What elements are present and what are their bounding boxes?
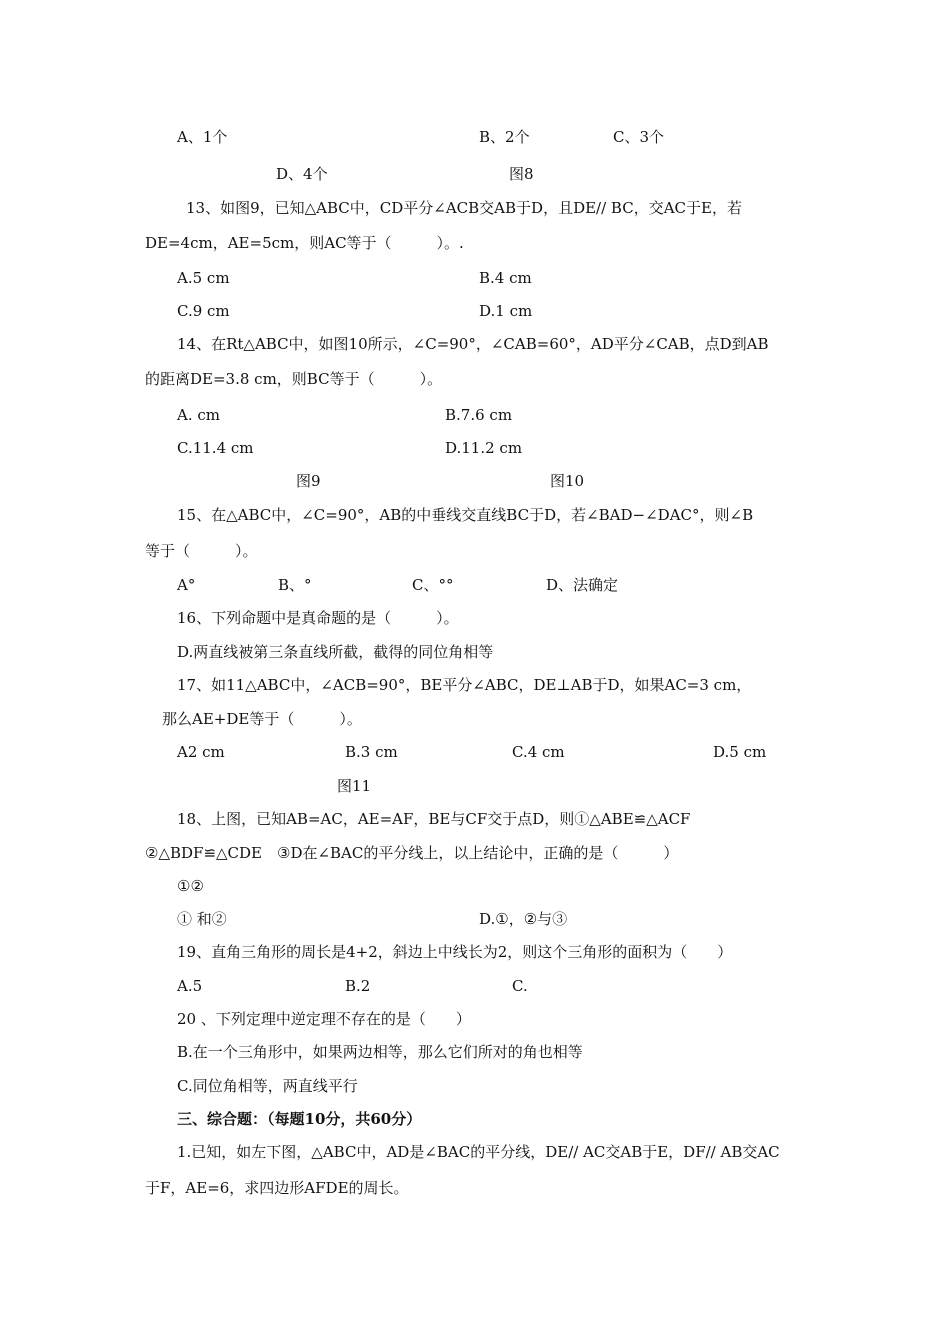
option-c-q20: C.同位角相等，两直线平行 <box>177 1077 358 1095</box>
option-d-q18: D.①，②与③ <box>479 910 568 928</box>
option-b-q12: B、2个 <box>479 128 530 146</box>
option-d-q14: D.11.2 cm <box>445 439 523 457</box>
question-15-line-1: 15、在△ABC中，∠C=90°，AB的中垂线交直线BC于D，若∠BAD−∠DAC°，则∠B <box>177 506 754 524</box>
question-19: 19、直角三角形的周长是4+2，斜边上中线长为2，则这个三角形的面积为（ ） <box>177 943 733 961</box>
option-b-q15: B、° <box>278 576 312 594</box>
question-16: 16、下列命题中是真命题的是（ ）。 <box>177 609 459 627</box>
figure-label-11: 图11 <box>337 777 372 795</box>
option-d-q17: D.5 cm <box>713 743 767 761</box>
option-d-q16: D.两直线被第三条直线所截，截得的同位角相等 <box>177 643 494 661</box>
question-17-line-1: 17、如11△ABC中，∠ACB=90°，BE平分∠ABC，DE⊥AB于D，如果AC=3 cm， <box>177 676 752 694</box>
question-18-line-1: 18、上图，已知AB=AC，AE=AF，BE与CF交于点D，则①△ABE≌△ACF <box>177 810 691 828</box>
option-b-q14: B.7.6 cm <box>445 406 513 424</box>
question-13-line-1: 13、如图9，已知△ABC中，CD平分∠ACB交AB于D，且DE// BC，交AC于E，若 <box>186 199 742 217</box>
option-d-q15: D、法确定 <box>546 576 619 594</box>
option-c-q13: C.9 cm <box>177 302 230 320</box>
option-d-q13: D.1 cm <box>479 302 533 320</box>
question-20: 20 、下列定理中逆定理不存在的是（ ） <box>177 1010 471 1028</box>
option-a-q12: A、1个 <box>177 128 228 146</box>
option-a-q17: A2 cm <box>177 743 225 761</box>
option-c-q12: C、3个 <box>613 128 665 146</box>
question-14-line-1: 14、在Rt△ABC中，如图10所示，∠C=90°，∠CAB=60°，AD平分∠CAB，点D到AB <box>177 335 769 353</box>
option-c-q17: C.4 cm <box>512 743 565 761</box>
section-heading-comprehensive: 三、综合题：（每题10分，共60分） <box>177 1110 422 1128</box>
problem-1-line-2: 于F，AE=6，求四边形AFDE的周长。 <box>145 1179 409 1197</box>
option-b-q13: B.4 cm <box>479 269 532 287</box>
option-c-q15: C、°° <box>412 576 454 594</box>
option-c-q14: C.11.4 cm <box>177 439 254 457</box>
option-a-q15: A° <box>177 576 196 594</box>
figure-label-8: 图8 <box>509 165 534 183</box>
option-a-q13: A.5 cm <box>177 269 230 287</box>
problem-1-line-1: 1.已知，如左下图，△ABC中，AD是∠BAC的平分线，DE// AC交AB于E，DF// AB交AC <box>177 1143 780 1161</box>
question-13-line-2: DE=4cm，AE=5cm，则AC等于（ ）。. <box>145 234 464 252</box>
option-d-q12: D、4个 <box>276 165 328 183</box>
figure-label-9: 图9 <box>296 472 321 490</box>
option-b-q19: B.2 <box>345 977 371 995</box>
option-q18-circled: ①② <box>177 877 204 895</box>
option-q18-and: ① 和② <box>177 910 227 928</box>
question-18-line-2: ②△BDF≌△CDE ③D在∠BAC的平分线上，以上结论中，正确的是（ ） <box>145 844 679 862</box>
option-b-q20: B.在一个三角形中，如果两边相等，那么它们所对的角也相等 <box>177 1043 583 1061</box>
option-c-q19: C. <box>512 977 528 995</box>
option-a-q14: A. cm <box>177 406 220 424</box>
figure-label-10: 图10 <box>550 472 585 490</box>
question-15-line-2: 等于（ ）。 <box>145 542 258 560</box>
question-14-line-2: 的距离DE=3.8 cm，则BC等于（ ）。 <box>145 370 443 388</box>
question-17-line-2: 那么AE+DE等于（ ）。 <box>162 710 362 728</box>
option-a-q19: A.5 <box>177 977 203 995</box>
option-b-q17: B.3 cm <box>345 743 398 761</box>
